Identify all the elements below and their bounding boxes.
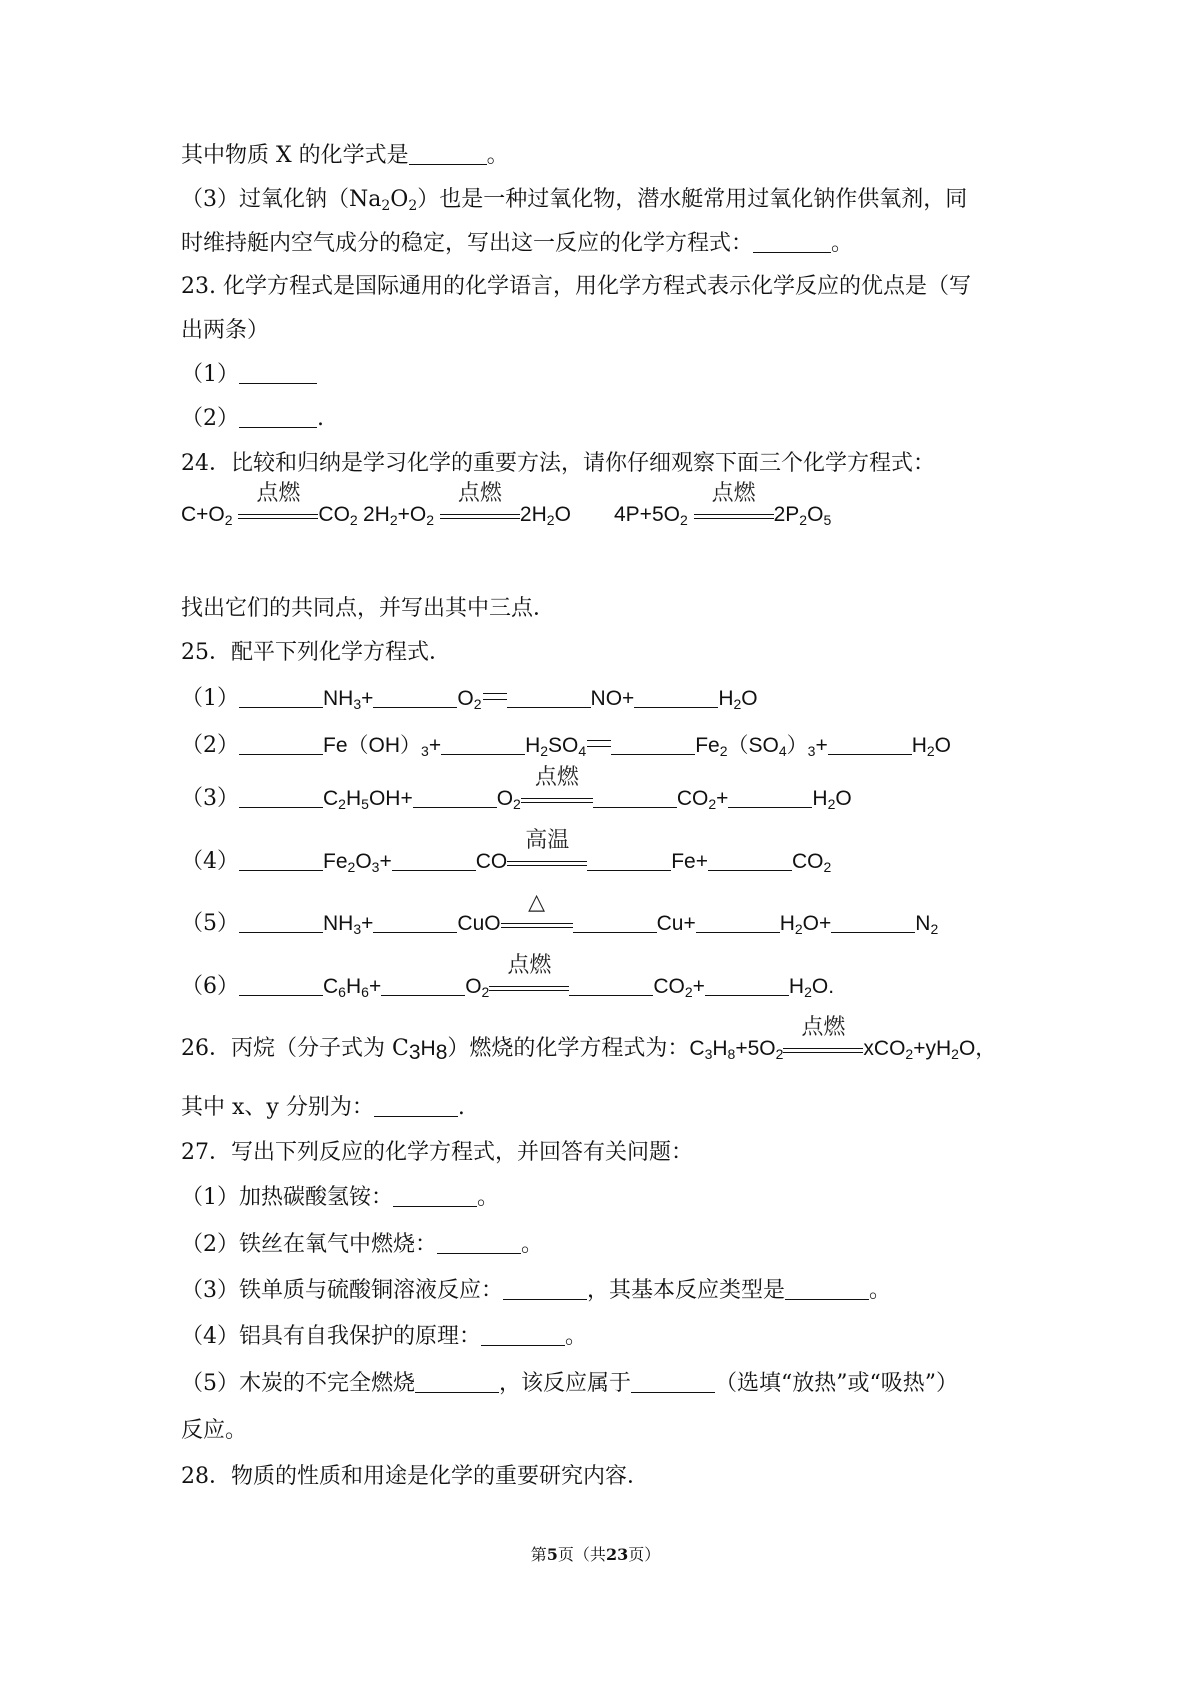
question-27: 27．写出下列反应的化学方程式，并回答有关问题： [181,1140,693,1165]
coefficient-blank[interactable] [373,685,457,708]
question-26: 26．丙烷（分子式为 $C_3H_8$）燃烧的化学方程式为：$C_3H_8+5O_2$ 点燃 $xCO_2+yH_2O$， [181,1015,997,1064]
reaction-condition: 点燃 [238,500,318,530]
question-24: 24．比较和归纳是学习化学的重要方法，请你仔细观察下面三个化学方程式： [181,451,935,476]
reaction-condition: 高温 [507,847,587,877]
coefficient-blank[interactable] [413,785,497,808]
answer-blank[interactable] [437,1231,521,1254]
reaction-condition: △ [501,909,573,939]
coefficient-blank[interactable] [239,848,323,871]
answer-blank[interactable] [239,361,317,384]
question-23-item-2: （2） . [181,406,324,431]
coefficient-blank[interactable] [381,973,465,996]
line-text: 其中物质 X 的化学式是 [181,143,409,168]
page-footer: 第5页（共23页） [530,1545,661,1564]
answer-blank[interactable] [409,142,487,165]
coefficient-blank[interactable] [611,732,695,755]
coefficient-blank[interactable] [239,973,323,996]
equation-h2-o2: $2H_2+O_2$ 点燃 $2H_2O$ [363,500,571,530]
coefficient-blank[interactable] [239,685,323,708]
question-27-item-2: （2）铁丝在氧气中燃烧： 。 [181,1232,544,1257]
coefficient-blank[interactable] [828,732,912,755]
question-23: 23. 化学方程式是国际通用的化学语言，用化学方程式表示化学反应的优点是（写 [181,274,971,299]
text-line: 其中物质 X 的化学式是 。 [181,143,509,168]
reaction-condition: 点燃 [783,1034,863,1064]
answer-blank[interactable] [415,1370,499,1393]
coefficient-blank[interactable] [728,785,812,808]
text-line: （3）过氧化钠$(Na_2O_2)$也是一种过氧化物，潜水艇常用过氧化钠作供氧剂，同 [181,187,968,214]
question-27-item-5: （5）木炭的不完全燃烧 ，该反应属于 （选填“放热”或“吸热”） [181,1371,959,1396]
balance-item-6: （6） $C_6H_6+ O_2$ 点燃 $CO_2+ H_2O$. [181,972,834,1002]
balance-item-3: （3） $C_2H_5OH+ O_2$ 点燃 $CO_2+ H_2O$ [181,784,852,814]
question-23-item-1: （1） [181,360,317,390]
balance-item-2: （2） $Fe(OH)_3+ H_2SO_4$ $Fe_2(SO_4)_3+ H_2O$ [181,733,952,759]
answer-blank[interactable] [481,1323,565,1346]
question-27-item-3: （3）铁单质与硫酸铜溶液反应： ，其基本反应类型是 。 [181,1278,892,1303]
question-23-cont: 出两条） [181,318,270,343]
reaction-condition: 点燃 [521,784,593,814]
answer-blank[interactable] [374,1094,458,1117]
coefficient-blank[interactable] [239,785,323,808]
question-26-prompt: 其中 x、y 分别为： . [181,1095,465,1120]
reaction-condition: 点燃 [694,500,774,530]
balance-item-4: （4） $Fe_2O_3+$ CO 高温 $Fe+ CO_2$ [181,847,831,877]
answer-blank[interactable] [503,1277,587,1300]
balance-item-1: （1） $NH_3+ O_2$ $NO+ H_2O$ [181,686,758,712]
question-27-item-5-cont: 反应。 [181,1418,248,1443]
page-number: 5 [546,1545,558,1564]
question-27-item-4: （4）铝具有自我保护的原理： 。 [181,1324,588,1349]
coefficient-blank[interactable] [831,910,915,933]
question-28: 28．物质的性质和用途是化学的重要研究内容． [181,1464,649,1489]
coefficient-blank[interactable] [239,732,323,755]
coefficient-blank[interactable] [705,973,789,996]
coefficient-blank[interactable] [392,848,476,871]
answer-blank[interactable] [785,1277,869,1300]
answer-blank[interactable] [753,230,831,253]
coefficient-blank[interactable] [373,910,457,933]
coefficient-blank[interactable] [239,910,323,933]
balance-item-5: （5） $NH_3+$ CuO △ $Cu+ H_2O+ N_2$ [181,909,938,939]
equation-c-o2: $C+O_2$ 点燃 $CO_2$ [181,500,358,530]
coefficient-blank[interactable] [696,910,780,933]
equation-p-o2: $4P+5O_2$ 点燃 $2P_2O_5$ [614,500,831,530]
question-25: 25．配平下列化学方程式． [181,640,451,665]
answer-blank[interactable] [393,1184,477,1207]
page-total: 23 [605,1545,629,1564]
coefficient-blank[interactable] [708,848,792,871]
coefficient-blank[interactable] [569,973,653,996]
coefficient-blank[interactable] [593,785,677,808]
question-24-prompt: 找出它们的共同点，并写出其中三点． [181,596,556,621]
coefficient-blank[interactable] [507,685,591,708]
coefficient-blank[interactable] [441,732,525,755]
answer-blank[interactable] [239,405,317,428]
reaction-condition: 点燃 [440,500,520,530]
reaction-condition: 点燃 [489,972,569,1002]
coefficient-blank[interactable] [587,848,671,871]
coefficient-blank[interactable] [573,910,657,933]
coefficient-blank[interactable] [634,685,718,708]
answer-blank[interactable] [631,1370,715,1393]
text-line: 时维持艇内空气成分的稳定，写出这一反应的化学方程式： 。 [181,231,854,256]
question-27-item-1: （1）加热碳酸氢铵： 。 [181,1185,500,1210]
